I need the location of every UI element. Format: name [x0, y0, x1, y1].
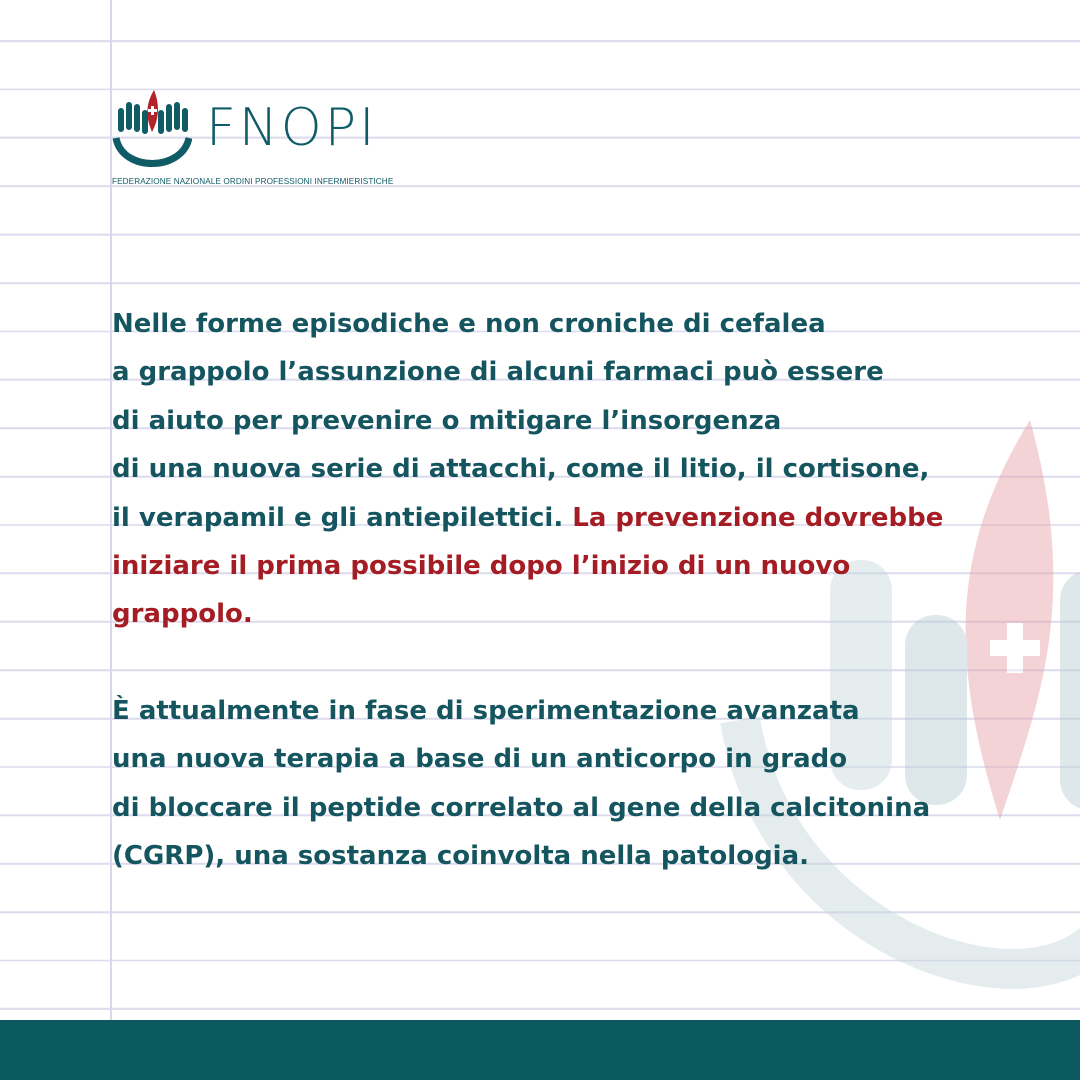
logo-subtitle: FEDERAZIONE NAZIONALE ORDINI PROFESSIONI INFERMIERISTICHE	[112, 177, 394, 186]
text-line: di una nuova serie di attacchi, come il litio, il cortisone,	[112, 454, 930, 485]
text-line: Nelle forme episodiche e non croniche di cefalea	[112, 309, 826, 339]
text-line	[112, 494, 1012, 542]
highlighted-text: grappolo.	[112, 599, 253, 630]
text-line: di bloccare il peptide correlato al gene della calcitonina	[112, 792, 931, 823]
text-line: È attualmente in fase di sperimentazione avanzata	[112, 695, 860, 726]
text-line: una nuova terapia a base di un anticorpo in grado	[112, 744, 848, 775]
logo-wordmark: FNOPI	[206, 98, 378, 158]
highlighted-text: La prevenzione dovrebbe	[572, 502, 944, 533]
main-text	[112, 300, 1012, 880]
footer-bar	[0, 1020, 1080, 1080]
highlighted-text: iniziare il prima possibile dopo l’inizio di un nuovo	[112, 551, 851, 582]
hands-flame-cross-icon	[112, 88, 192, 170]
text-segment: il verapamil e gli antiepilettici.	[112, 502, 573, 533]
text-line: di aiuto per prevenire o mitigare l’insorgenza	[112, 405, 782, 436]
paragraph-2	[112, 687, 1012, 881]
paragraph-1	[112, 300, 1012, 639]
text-line: a grappolo l’assunzione di alcuni farmaci può essere	[112, 357, 884, 388]
fnopi-logo	[112, 88, 412, 188]
text-line: (CGRP), una sostanza coinvolta nella patologia.	[112, 841, 810, 872]
